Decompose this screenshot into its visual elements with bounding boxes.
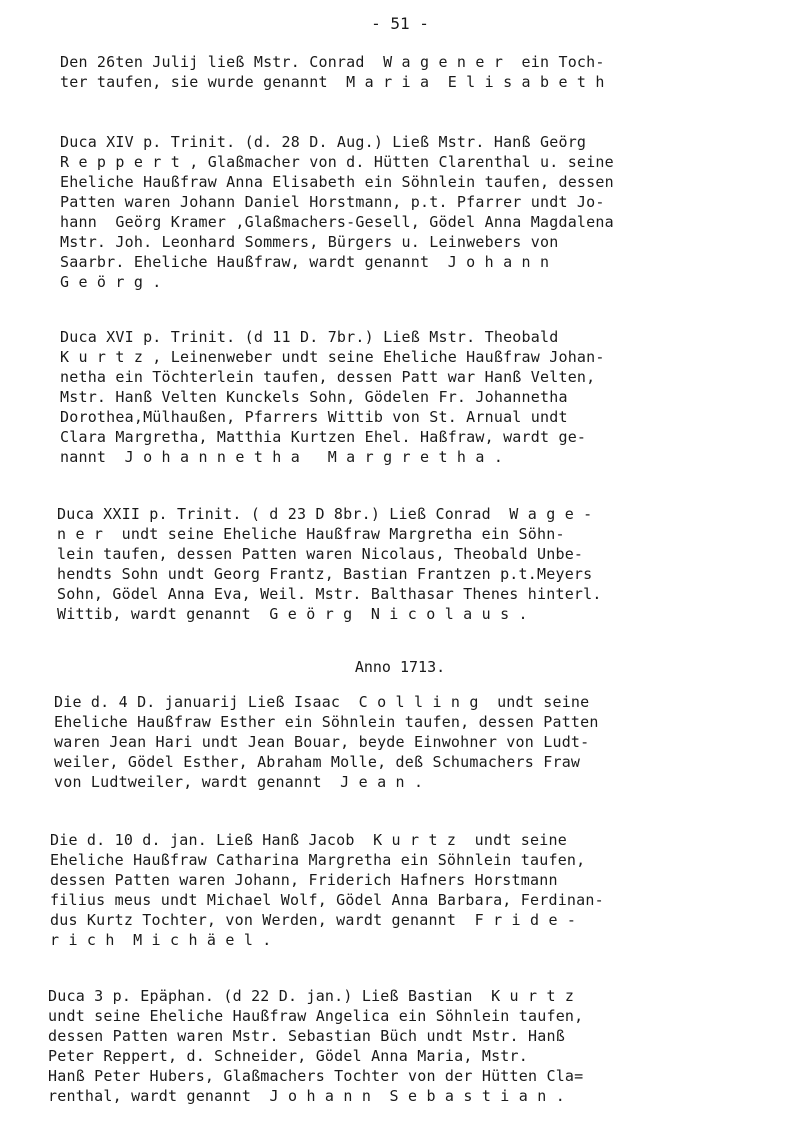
entry-line: waren Jean Hari undt Jean Bouar, beyde Einwohner von Ludt- [54,733,590,751]
entry-line: Die d. 4 D. januarij Ließ Isaac C o l l i n g undt seine [54,693,590,711]
entry-line: Duca XVI p. Trinit. (d 11 D. 7br.) Ließ Mstr. Theobald [60,328,559,346]
page-number: - 51 - [371,14,429,33]
entry-line: renthal, wardt genannt J o h a n n S e b a s t i a n . [48,1087,565,1105]
entry-line: Wittib, wardt genannt G e ö r g N i c o l a u s . [57,605,528,623]
entry-line: von Ludtweiler, wardt genannt J e a n . [54,773,424,791]
entry-line: Dorothea,Mülhaußen, Pfarrers Wittib von St. Arnual undt [60,408,568,426]
entry-line: Peter Reppert, d. Schneider, Gödel Anna Maria, Mstr. [48,1047,528,1065]
entry-line: Saarbr. Eheliche Haußfraw, wardt genannt J o h a n n [60,253,550,271]
entry-line: weiler, Gödel Esther, Abraham Molle, deß Schumachers Fraw [54,753,581,771]
entry-line: Mstr. Joh. Leonhard Sommers, Bürgers u. Leinwebers von [60,233,559,251]
entry-line: dus Kurtz Tochter, von Werden, wardt genannt F r i d e - [50,911,577,929]
entry-line: ter taufen, sie wurde genannt M a r i a E l i s a b e t h [60,73,605,91]
entry-line: lein taufen, dessen Patten waren Nicolaus, Theobald Unbe- [57,545,584,563]
year-heading: Anno 1713. [354,658,446,676]
entry-line: filius meus undt Michael Wolf, Gödel Anna Barbara, Ferdinan- [50,891,604,909]
entry-line: Eheliche Haußfraw Esther ein Söhnlein taufen, dessen Patten [54,713,599,731]
entry-line: hann Geörg Kramer ,Glaßmachers-Gesell, Gödel Anna Magdalena [60,213,614,231]
entry-line: G e ö r g . [60,273,162,291]
entry-line: Duca 3 p. Epäphan. (d 22 D. jan.) Ließ Bastian K u r t z [48,987,575,1005]
entry-line: r i c h M i c h ä e l . [50,931,272,949]
entry-line: Mstr. Hanß Velten Kunckels Sohn, Gödelen Fr. Johannetha [60,388,568,406]
entry-line: Sohn, Gödel Anna Eva, Weil. Mstr. Balthasar Thenes hinterl. [57,585,602,603]
entry-line: Eheliche Haußfraw Catharina Margretha ein Söhnlein taufen, [50,851,586,869]
entry-line: Duca XIV p. Trinit. (d. 28 D. Aug.) Ließ Mstr. Hanß Geörg [60,133,587,151]
entry-line: dessen Patten waren Johann, Friderich Hafners Horstmann [50,871,558,889]
entry-line: Den 26ten Julij ließ Mstr. Conrad W a g e n e r ein Toch- [60,53,605,71]
entry-line: nannt J o h a n n e t h a M a r g r e t h a . [60,448,504,466]
entry-line: R e p p e r t , Glaßmacher von d. Hütten Clarenthal u. seine [60,153,614,171]
entry-line: Patten waren Johann Daniel Horstmann, p.t. Pfarrer undt Jo- [60,193,605,211]
entry-line: hendts Sohn undt Georg Frantz, Bastian Frantzen p.t.Meyers [57,565,593,583]
entry-line: netha ein Töchterlein taufen, dessen Patt war Hanß Velten, [60,368,596,386]
entry-line: Eheliche Haußfraw Anna Elisabeth ein Söhnlein taufen, dessen [60,173,614,191]
entry-line: Hanß Peter Hubers, Glaßmachers Tochter von der Hütten Cla= [48,1067,584,1085]
entry-line: K u r t z , Leinenweber undt seine Eheliche Haußfraw Johan- [60,348,605,366]
entry-line: undt seine Eheliche Haußfraw Angelica ein Söhnlein taufen, [48,1007,584,1025]
entry-line: Die d. 10 d. jan. Ließ Hanß Jacob K u r t z undt seine [50,831,567,849]
entry-line: dessen Patten waren Mstr. Sebastian Büch undt Mstr. Hanß [48,1027,565,1045]
entry-line: Clara Margretha, Matthia Kurtzen Ehel. Haßfraw, wardt ge- [60,428,587,446]
entry-line: Duca XXII p. Trinit. ( d 23 D 8br.) Ließ Conrad W a g e - [57,505,593,523]
entry-line: n e r undt seine Eheliche Haußfraw Margretha ein Söhn- [57,525,565,543]
